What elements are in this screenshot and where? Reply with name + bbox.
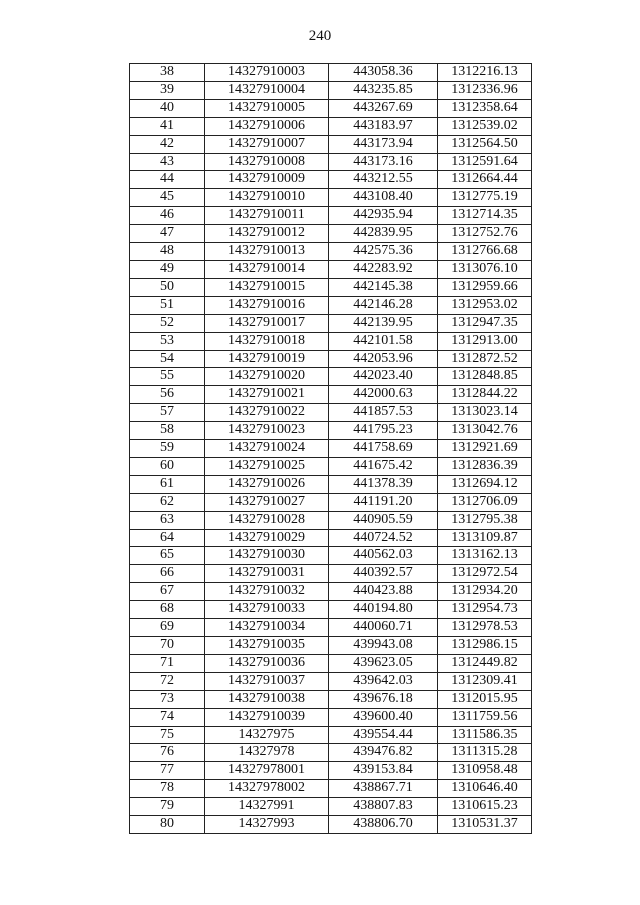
y-coordinate-cell: 1312947.35: [438, 314, 532, 332]
point-number-cell: 40: [130, 99, 205, 117]
table-row: [130, 529, 532, 547]
y-coordinate-cell: 1312449.82: [438, 654, 532, 672]
code-cell: 14327910028: [205, 511, 329, 529]
y-coordinate-cell: 1312015.95: [438, 690, 532, 708]
point-number-cell: 79: [130, 798, 205, 816]
x-coordinate-cell: 442053.96: [329, 350, 438, 368]
code-cell: 14327910033: [205, 601, 329, 619]
point-number-cell: 75: [130, 726, 205, 744]
code-cell: 14327991: [205, 798, 329, 816]
x-coordinate-cell: 440724.52: [329, 529, 438, 547]
x-coordinate-cell: 439554.44: [329, 726, 438, 744]
y-coordinate-cell: 1312795.38: [438, 511, 532, 529]
table-row: [130, 780, 532, 798]
point-number-cell: 43: [130, 153, 205, 171]
code-cell: 14327978002: [205, 780, 329, 798]
y-coordinate-cell: 1312216.13: [438, 64, 532, 82]
x-coordinate-cell: 440905.59: [329, 511, 438, 529]
code-cell: 14327910039: [205, 708, 329, 726]
y-coordinate-cell: 1311759.56: [438, 708, 532, 726]
table-row: [130, 296, 532, 314]
y-coordinate-cell: 1310646.40: [438, 780, 532, 798]
y-coordinate-cell: 1312564.50: [438, 135, 532, 153]
table-row: [130, 762, 532, 780]
point-number-cell: 74: [130, 708, 205, 726]
y-coordinate-cell: 1310958.48: [438, 762, 532, 780]
table-row: [130, 171, 532, 189]
table-row: [130, 601, 532, 619]
code-cell: 14327910026: [205, 475, 329, 493]
x-coordinate-cell: 438867.71: [329, 780, 438, 798]
point-number-cell: 46: [130, 207, 205, 225]
code-cell: 14327910022: [205, 404, 329, 422]
code-cell: 14327910018: [205, 332, 329, 350]
point-number-cell: 69: [130, 619, 205, 637]
code-cell: 14327910007: [205, 135, 329, 153]
point-number-cell: 61: [130, 475, 205, 493]
code-cell: 14327910021: [205, 386, 329, 404]
point-number-cell: 56: [130, 386, 205, 404]
x-coordinate-cell: 443173.16: [329, 153, 438, 171]
point-number-cell: 73: [130, 690, 205, 708]
x-coordinate-cell: 438807.83: [329, 798, 438, 816]
y-coordinate-cell: 1312844.22: [438, 386, 532, 404]
point-number-cell: 51: [130, 296, 205, 314]
point-number-cell: 65: [130, 547, 205, 565]
table-row: [130, 744, 532, 762]
table-row: [130, 153, 532, 171]
x-coordinate-cell: 439943.08: [329, 637, 438, 655]
y-coordinate-cell: 1312309.41: [438, 672, 532, 690]
x-coordinate-cell: 443108.40: [329, 189, 438, 207]
table-row: [130, 511, 532, 529]
table-row: [130, 314, 532, 332]
y-coordinate-cell: 1311315.28: [438, 744, 532, 762]
code-cell: 14327975: [205, 726, 329, 744]
point-number-cell: 62: [130, 493, 205, 511]
y-coordinate-cell: 1312539.02: [438, 117, 532, 135]
x-coordinate-cell: 442935.94: [329, 207, 438, 225]
point-number-cell: 59: [130, 440, 205, 458]
code-cell: 14327910034: [205, 619, 329, 637]
table-row: [130, 117, 532, 135]
table-row: [130, 457, 532, 475]
point-number-cell: 60: [130, 457, 205, 475]
code-cell: 14327910023: [205, 422, 329, 440]
x-coordinate-cell: 441795.23: [329, 422, 438, 440]
x-coordinate-cell: 442101.58: [329, 332, 438, 350]
y-coordinate-cell: 1311586.35: [438, 726, 532, 744]
x-coordinate-cell: 439623.05: [329, 654, 438, 672]
code-cell: 14327910037: [205, 672, 329, 690]
y-coordinate-cell: 1312664.44: [438, 171, 532, 189]
point-number-cell: 53: [130, 332, 205, 350]
point-number-cell: 52: [130, 314, 205, 332]
table-row: [130, 619, 532, 637]
code-cell: 14327978001: [205, 762, 329, 780]
table-row: [130, 637, 532, 655]
table-row: [130, 207, 532, 225]
code-cell: 14327910012: [205, 225, 329, 243]
point-number-cell: 78: [130, 780, 205, 798]
code-cell: 14327910004: [205, 81, 329, 99]
x-coordinate-cell: 443183.97: [329, 117, 438, 135]
code-cell: 14327910017: [205, 314, 329, 332]
code-cell: 14327910024: [205, 440, 329, 458]
point-number-cell: 80: [130, 816, 205, 834]
code-cell: 14327910031: [205, 565, 329, 583]
point-number-cell: 71: [130, 654, 205, 672]
table-row: [130, 583, 532, 601]
table-row: [130, 475, 532, 493]
y-coordinate-cell: 1310531.37: [438, 816, 532, 834]
point-number-cell: 63: [130, 511, 205, 529]
table-row: [130, 386, 532, 404]
y-coordinate-cell: 1313109.87: [438, 529, 532, 547]
table-row: [130, 654, 532, 672]
table-row: [130, 440, 532, 458]
code-cell: 14327910008: [205, 153, 329, 171]
point-number-cell: 55: [130, 368, 205, 386]
y-coordinate-cell: 1312752.76: [438, 225, 532, 243]
x-coordinate-cell: 438806.70: [329, 816, 438, 834]
table-row: [130, 672, 532, 690]
y-coordinate-cell: 1312591.64: [438, 153, 532, 171]
code-cell: 14327910020: [205, 368, 329, 386]
y-coordinate-cell: 1312694.12: [438, 475, 532, 493]
table-row: [130, 278, 532, 296]
x-coordinate-cell: 439600.40: [329, 708, 438, 726]
point-number-cell: 54: [130, 350, 205, 368]
y-coordinate-cell: 1312913.00: [438, 332, 532, 350]
x-coordinate-cell: 440562.03: [329, 547, 438, 565]
table-row: [130, 64, 532, 82]
table-row: [130, 708, 532, 726]
point-number-cell: 45: [130, 189, 205, 207]
table-row: [130, 189, 532, 207]
table-row: [130, 225, 532, 243]
x-coordinate-cell: 440423.88: [329, 583, 438, 601]
point-number-cell: 66: [130, 565, 205, 583]
y-coordinate-cell: 1312959.66: [438, 278, 532, 296]
x-coordinate-cell: 443212.55: [329, 171, 438, 189]
y-coordinate-cell: 1312934.20: [438, 583, 532, 601]
table-row: [130, 243, 532, 261]
code-cell: 14327910029: [205, 529, 329, 547]
point-number-cell: 42: [130, 135, 205, 153]
code-cell: 14327978: [205, 744, 329, 762]
x-coordinate-cell: 443173.94: [329, 135, 438, 153]
point-number-cell: 70: [130, 637, 205, 655]
x-coordinate-cell: 442575.36: [329, 243, 438, 261]
point-number-cell: 67: [130, 583, 205, 601]
y-coordinate-cell: 1313042.76: [438, 422, 532, 440]
code-cell: 14327910003: [205, 64, 329, 82]
y-coordinate-cell: 1312836.39: [438, 457, 532, 475]
point-number-cell: 58: [130, 422, 205, 440]
table-row: [130, 422, 532, 440]
code-cell: 14327910014: [205, 260, 329, 278]
code-cell: 14327910038: [205, 690, 329, 708]
code-cell: 14327910006: [205, 117, 329, 135]
x-coordinate-cell: 441675.42: [329, 457, 438, 475]
x-coordinate-cell: 439676.18: [329, 690, 438, 708]
code-cell: 14327910032: [205, 583, 329, 601]
point-number-cell: 44: [130, 171, 205, 189]
code-cell: 14327910016: [205, 296, 329, 314]
table-row: [130, 99, 532, 117]
code-cell: 14327910009: [205, 171, 329, 189]
code-cell: 14327910027: [205, 493, 329, 511]
x-coordinate-cell: 442146.28: [329, 296, 438, 314]
code-cell: 14327910015: [205, 278, 329, 296]
table-row: [130, 816, 532, 834]
table-row: [130, 404, 532, 422]
y-coordinate-cell: 1312953.02: [438, 296, 532, 314]
table-row: [130, 260, 532, 278]
y-coordinate-cell: 1312766.68: [438, 243, 532, 261]
x-coordinate-cell: 441758.69: [329, 440, 438, 458]
x-coordinate-cell: 439642.03: [329, 672, 438, 690]
y-coordinate-cell: 1312972.54: [438, 565, 532, 583]
coordinates-table: [129, 63, 532, 834]
y-coordinate-cell: 1312986.15: [438, 637, 532, 655]
x-coordinate-cell: 441857.53: [329, 404, 438, 422]
x-coordinate-cell: 440392.57: [329, 565, 438, 583]
y-coordinate-cell: 1312706.09: [438, 493, 532, 511]
x-coordinate-cell: 442145.38: [329, 278, 438, 296]
x-coordinate-cell: 442023.40: [329, 368, 438, 386]
y-coordinate-cell: 1313162.13: [438, 547, 532, 565]
y-coordinate-cell: 1310615.23: [438, 798, 532, 816]
code-cell: 14327910019: [205, 350, 329, 368]
y-coordinate-cell: 1312921.69: [438, 440, 532, 458]
table-row: [130, 565, 532, 583]
x-coordinate-cell: 442839.95: [329, 225, 438, 243]
table-row: [130, 332, 532, 350]
y-coordinate-cell: 1312775.19: [438, 189, 532, 207]
table-row: [130, 368, 532, 386]
table-row: [130, 493, 532, 511]
table-row: [130, 81, 532, 99]
x-coordinate-cell: 440194.80: [329, 601, 438, 619]
x-coordinate-cell: 443267.69: [329, 99, 438, 117]
point-number-cell: 38: [130, 64, 205, 82]
table-row: [130, 350, 532, 368]
x-coordinate-cell: 439476.82: [329, 744, 438, 762]
x-coordinate-cell: 443235.85: [329, 81, 438, 99]
point-number-cell: 50: [130, 278, 205, 296]
code-cell: 14327910036: [205, 654, 329, 672]
x-coordinate-cell: 442283.92: [329, 260, 438, 278]
y-coordinate-cell: 1312872.52: [438, 350, 532, 368]
x-coordinate-cell: 443058.36: [329, 64, 438, 82]
point-number-cell: 68: [130, 601, 205, 619]
x-coordinate-cell: 439153.84: [329, 762, 438, 780]
y-coordinate-cell: 1312336.96: [438, 81, 532, 99]
x-coordinate-cell: 441191.20: [329, 493, 438, 511]
point-number-cell: 47: [130, 225, 205, 243]
code-cell: 14327910030: [205, 547, 329, 565]
x-coordinate-cell: 440060.71: [329, 619, 438, 637]
point-number-cell: 41: [130, 117, 205, 135]
table-row: [130, 135, 532, 153]
point-number-cell: 39: [130, 81, 205, 99]
x-coordinate-cell: 442139.95: [329, 314, 438, 332]
point-number-cell: 76: [130, 744, 205, 762]
x-coordinate-cell: 442000.63: [329, 386, 438, 404]
point-number-cell: 77: [130, 762, 205, 780]
point-number-cell: 48: [130, 243, 205, 261]
code-cell: 14327910035: [205, 637, 329, 655]
code-cell: 14327910005: [205, 99, 329, 117]
table-row: [130, 798, 532, 816]
table-row: [130, 547, 532, 565]
y-coordinate-cell: 1312954.73: [438, 601, 532, 619]
y-coordinate-cell: 1313076.10: [438, 260, 532, 278]
point-number-cell: 49: [130, 260, 205, 278]
x-coordinate-cell: 441378.39: [329, 475, 438, 493]
code-cell: 14327910025: [205, 457, 329, 475]
point-number-cell: 57: [130, 404, 205, 422]
table-row: [130, 690, 532, 708]
y-coordinate-cell: 1313023.14: [438, 404, 532, 422]
code-cell: 14327910013: [205, 243, 329, 261]
table-body: [130, 64, 532, 834]
y-coordinate-cell: 1312358.64: [438, 99, 532, 117]
point-number-cell: 72: [130, 672, 205, 690]
page-number: 240: [308, 28, 332, 44]
y-coordinate-cell: 1312714.35: [438, 207, 532, 225]
code-cell: 14327993: [205, 816, 329, 834]
table-row: [130, 726, 532, 744]
code-cell: 14327910011: [205, 207, 329, 225]
code-cell: 14327910010: [205, 189, 329, 207]
point-number-cell: 64: [130, 529, 205, 547]
y-coordinate-cell: 1312978.53: [438, 619, 532, 637]
y-coordinate-cell: 1312848.85: [438, 368, 532, 386]
